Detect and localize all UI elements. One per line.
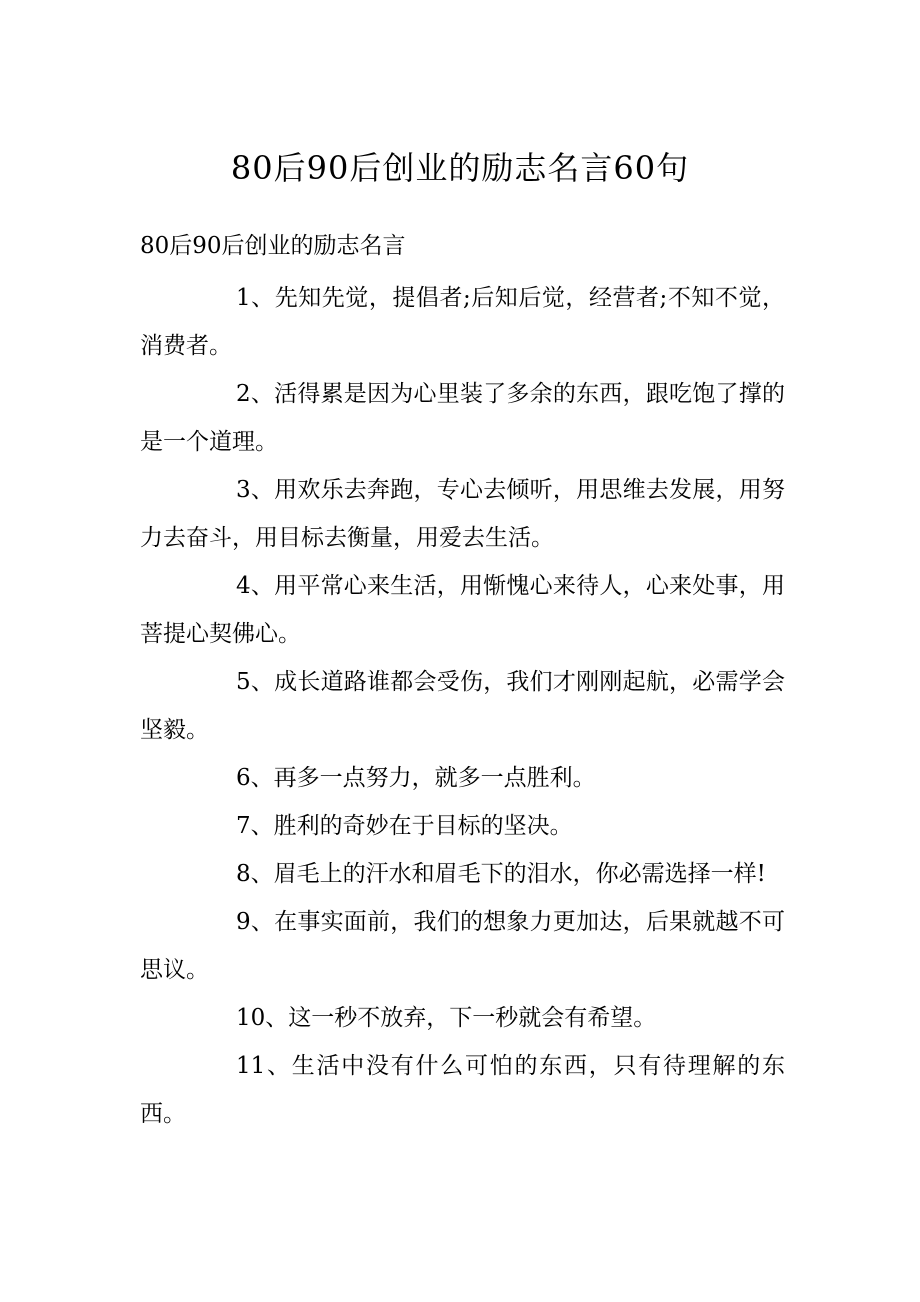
quote-item: 2、活得累是因为心里装了多余的东西，跟吃饱了撑的是一个道理。: [140, 381, 785, 455]
quote-item: 9、在事实面前，我们的想象力更加达，后果就越不可思议。: [140, 909, 785, 983]
quote-item: 6、再多一点努力，就多一点胜利。: [236, 765, 596, 791]
quote-item: 3、用欢乐去奔跑，专心去倾听，用思维去发展，用努力去奋斗，用目标去衡量，用爱去生活。: [140, 477, 785, 551]
quote-list: [140, 274, 785, 1138]
quote-item: 4、用平常心来生活，用惭愧心来待人，心来处事，用菩提心契佛心。: [140, 573, 785, 647]
document-subtitle: 80后90后创业的励志名言: [140, 233, 406, 259]
quote-item: 1、先知先觉，提倡者;后知后觉，经营者;不知不觉，消费者。: [140, 285, 785, 359]
document-title: 80后90后创业的励志名言60句: [230, 149, 690, 187]
quote-item: 10、这一秒不放弃，下一秒就会有希望。: [236, 1005, 657, 1031]
quote-item: 7、胜利的奇妙在于目标的坚决。: [236, 813, 573, 839]
quote-item: 11、生活中没有什么可怕的东西，只有待理解的东西。: [140, 1053, 785, 1127]
quote-item: 8、眉毛上的汗水和眉毛下的泪水，你必需选择一样!: [236, 861, 766, 887]
quote-item: 5、成长道路谁都会受伤，我们才刚刚起航，必需学会坚毅。: [140, 669, 785, 743]
